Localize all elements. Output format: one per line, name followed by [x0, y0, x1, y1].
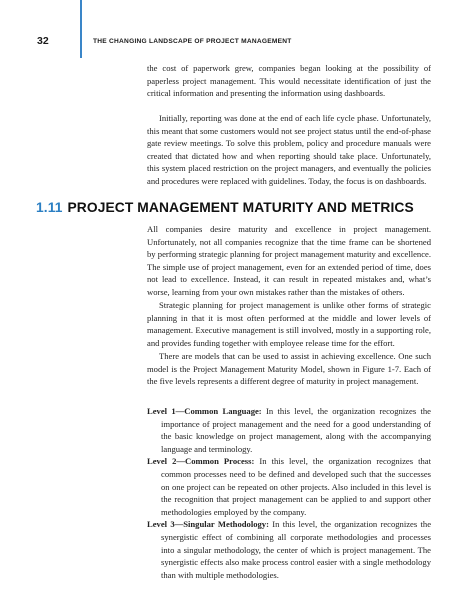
intro-paragraph-2: Initially, reporting was done at the end of each life cycle phase. Unfortunately, this meant that some customers would not see project status until the end-of-phase gate review meetings. To solve this problem, policy and procedure manuals were created that dictated how and when reporting should take place. Unfortunately, this system placed restriction on the project managers, and eventually the policies and procedures were replaced with guidelines. Today, the focus is on dashboards. [147, 113, 431, 186]
body-paragraph-1: All companies desire maturity and excellence in project management. Unfortunately, not all companies recognize that the time frame can be shortened by performing strategic planning for project management maturity and excellence. The simple use of project management, even for an extended period of time, does not lead to excellence. Instead, it can result in repeated mistakes and, what’s worse, learning from your own mistakes rather than the mistakes of others. [147, 224, 431, 297]
maturity-levels-list [147, 405, 431, 581]
page-number: 32 [37, 35, 49, 47]
section-number: 1.11 [36, 200, 63, 215]
level-term: Level 3—Singular Methodology: [147, 519, 269, 530]
level-item-2 [147, 455, 431, 518]
running-head: THE CHANGING LANDSCAPE OF PROJECT MANAGEMENT [93, 38, 292, 45]
body-paragraph-3: There are models that can be used to assist in achieving excellence. One such model is the Project Management Maturity Model, shown in Figure 1-7. Each of the five levels represents a different degree of maturity in project management. [147, 351, 431, 387]
intro-paragraph-1: the cost of paperwork grew, companies began looking at the possibility of paperless project management. This would necessitate identification of just the critical information and presenting the information using dashboards. [147, 63, 431, 99]
level-description: In this level, the organization recognizes that common processes need to be defined and developed such that the successes on one project can be repeated on other projects. Also included in this level is the recognition that project management can be applied to and support other methodologies employed by the company. [161, 456, 431, 517]
level-term: Level 1—Common Language: [147, 406, 262, 416]
section-heading [36, 200, 414, 215]
body-paragraph-2: Strategic planning for project management is unlike other forms of strategic planning in that it is most often performed at the middle and lower levels of management. Executive management is still involved, mostly in a supporting role, and provides funding together with employee release time for the effort. [147, 300, 431, 348]
level-description: In this level, the organization recognizes the importance of project management and the need for a good understanding of the basic knowledge on project management, along with the accompanying language and terminology. [161, 406, 431, 454]
level-description: In this level, the organization recognizes the synergistic effect of combining all corporate methodologies and processes into a singular methodology, the center of which is project management. The synergistic effects also make process control easier with a single methodology than with multiple methodologies. [161, 519, 432, 580]
level-term: Level 2—Common Process: [147, 456, 255, 467]
header-vertical-rule [80, 0, 82, 58]
level-item-3 [147, 518, 431, 581]
level-item-1 [147, 405, 431, 455]
section-title: PROJECT MANAGEMENT MATURITY AND METRICS [67, 200, 414, 215]
